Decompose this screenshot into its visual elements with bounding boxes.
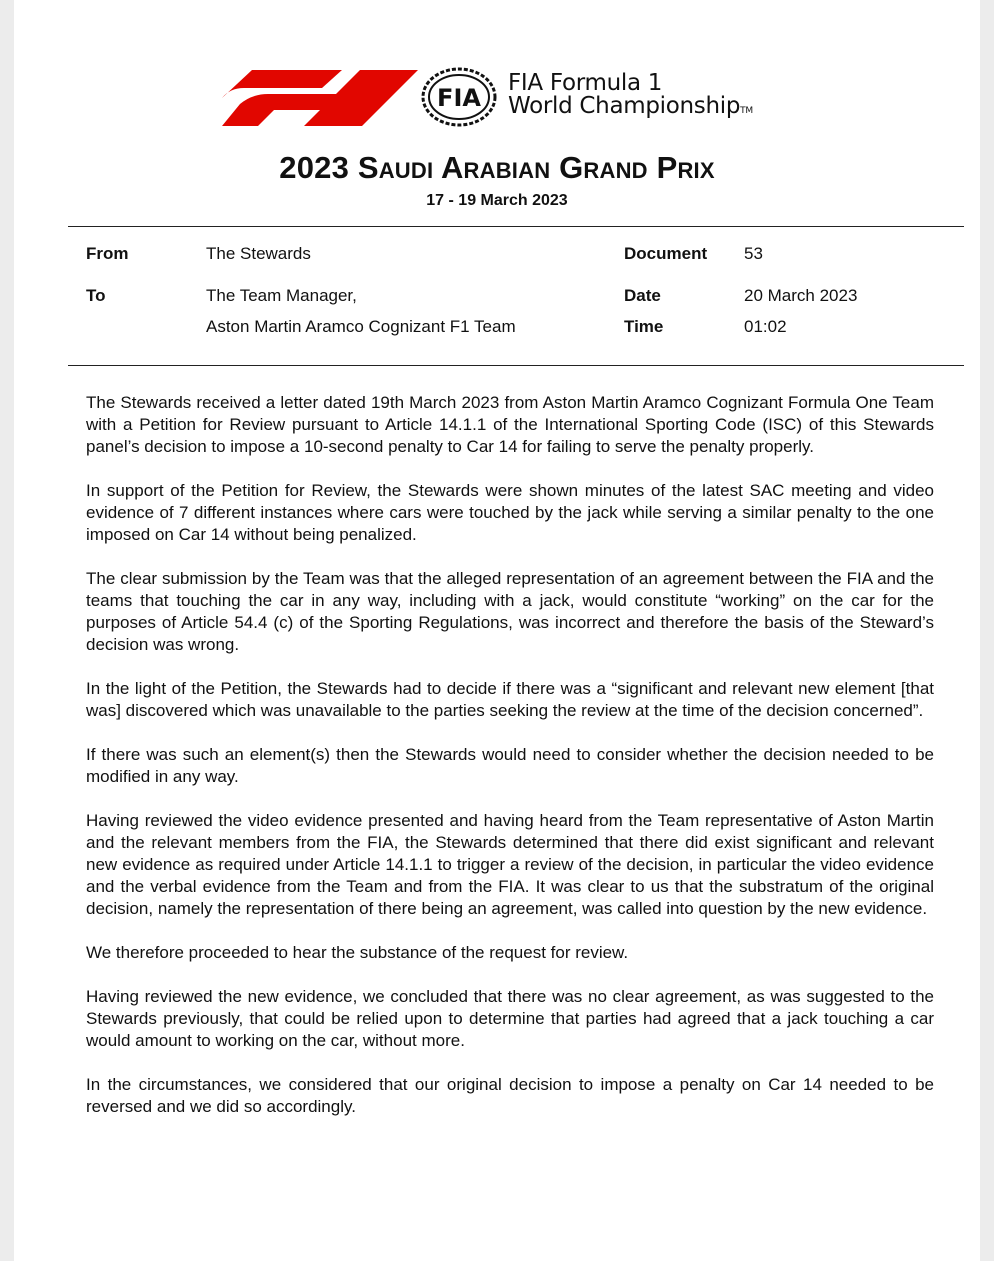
paragraph: Having reviewed the video evidence presented and having heard from the Team representative of Aston Martin and the relevant members from the FIA, the Stewards determined that there did exist significant and relevant new evidence as required under Article 14.1.1 to trigger a review of the decision, in particular the video evidence and the verbal evidence from the Team and from the FIA. It was clear to us that the substratum of the original decision, namely the representation of there being an agreement, was called into question by the new evidence. (86, 811, 934, 918)
paragraph: The clear submission by the Team was that the alleged representation of an agreement between the FIA and the teams that touching the car in any way, including with a jack, would constitute “working” on the car for the purposes of Article 54.4 (c) of the Sporting Regulations, was incorrect and therefore the basis of the Steward’s decision was wrong. (86, 569, 934, 654)
paragraph: Having reviewed the new evidence, we concluded that there was no clear agreement, as was suggested to the Stewards previously, that could be relied upon to determine that parties had agreed that a jack touching a car would amount to working on the car, without more. (86, 987, 934, 1050)
paragraph: We therefore proceeded to hear the substance of the request for review. (86, 943, 629, 962)
fia-badge-icon (420, 67, 498, 127)
date-label: Date (624, 286, 661, 305)
document-label: Document (624, 244, 708, 263)
brand-line-2-text: World Championship (508, 93, 741, 119)
to-value-line-2: Aston Martin Aramco Cognizant F1 Team (206, 317, 516, 336)
event-dates: 17 - 19 March 2023 (426, 192, 568, 209)
brand-line-1: FIA Formula 1 (508, 70, 663, 96)
to-label: To (86, 286, 106, 305)
from-label: From (86, 244, 129, 263)
fia-badge-text: FIA (437, 84, 481, 112)
header-top-rule (68, 226, 964, 227)
brand-line-2 (508, 95, 753, 123)
event-title: 2023 Saudi Arabian Grand Prix (279, 150, 715, 185)
from-value: The Stewards (206, 244, 311, 263)
paragraph: If there was such an element(s) then the Stewards would need to consider whether the decision needed to be modified in any way. (86, 745, 934, 786)
date-value: 20 March 2023 (744, 286, 858, 305)
brand-text (508, 72, 753, 123)
time-value: 01:02 (744, 317, 787, 336)
decision-body (86, 392, 934, 1140)
paragraph: In support of the Petition for Review, the Stewards were shown minutes of the latest SAC meeting and video evidence of 7 different instances where cars were touched by the jack while serving a similar penalty to the one imposed on Car 14 without being penalized. (86, 481, 934, 544)
f1-logo-icon (222, 68, 418, 128)
brand-trademark: TM (740, 106, 753, 116)
to-value-line-1: The Team Manager, (206, 286, 357, 305)
header-bottom-rule (68, 365, 964, 366)
time-label: Time (624, 317, 664, 336)
paragraph: The Stewards received a letter dated 19th March 2023 from Aston Martin Aramco Cognizant Formula One Team with a Petition for Review pursuant to Article 14.1.1 of the International Sporting Code (ISC) of this Stewards panel’s decision to impose a 10-second penalty to Car 14 for failing to serve the penalty properly. (86, 393, 934, 456)
paragraph: In the light of the Petition, the Stewards had to decide if there was a “significant and relevant new element [that was] discovered which was unavailable to the parties seeking the review at the time of the decision concerned”. (86, 679, 934, 720)
document-value: 53 (744, 244, 763, 263)
f1-fia-logo (222, 64, 812, 134)
paragraph: In the circumstances, we considered that our original decision to impose a penalty on Car 14 needed to be reversed and we did so accordingly. (86, 1075, 934, 1116)
